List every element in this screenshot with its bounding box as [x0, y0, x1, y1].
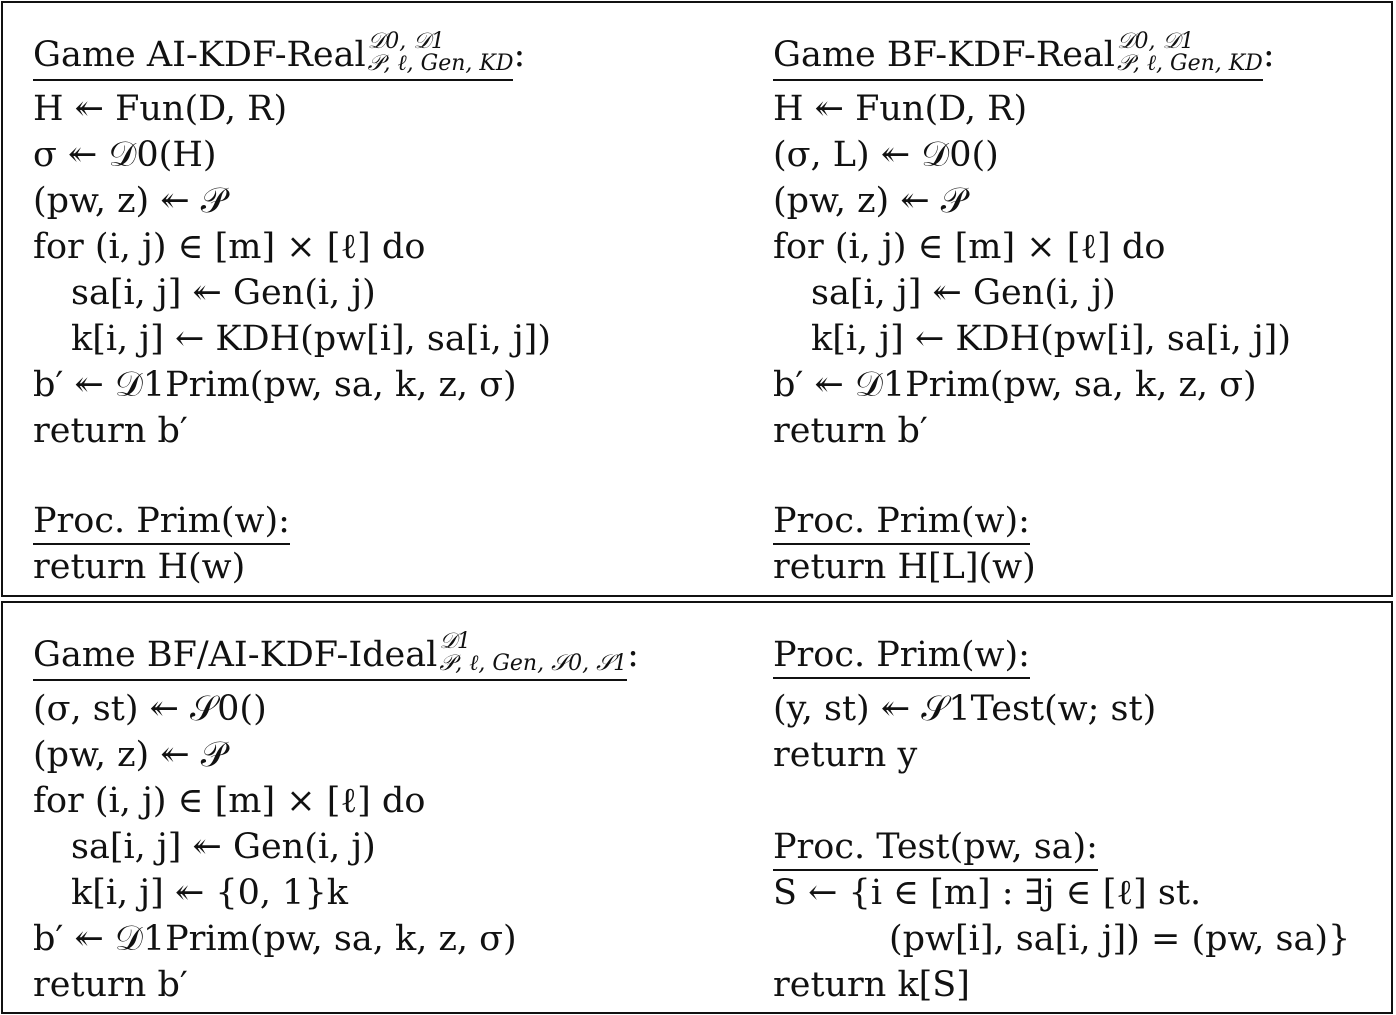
game-header: Game AI-KDF-Real 𝒟0, 𝒟1 𝒫, ℓ, Gen, KD :	[33, 33, 525, 77]
game-header: Game BF/AI-KDF-Ideal 𝒟1 𝒫, ℓ, Gen, 𝒮0, 𝒮1 :	[33, 633, 639, 677]
code-line: k[i, j] ← KDH(pw[i], sa[i, j])	[811, 319, 1291, 359]
code-line: return b′	[33, 965, 188, 1005]
code-line: b′ ↞ 𝒟1Prim(pw, sa, k, z, σ)	[33, 365, 517, 405]
proc-header: Proc. Prim(w):	[773, 633, 1030, 677]
code-line: sa[i, j] ↞ Gen(i, j)	[71, 273, 376, 313]
proc-header: Proc. Prim(w):	[33, 499, 290, 543]
code-line: for (i, j) ∈ [m] × [ℓ] do	[33, 227, 426, 267]
game-header: Game BF-KDF-Real 𝒟0, 𝒟1 𝒫, ℓ, Gen, KD :	[773, 33, 1275, 77]
code-line: for (i, j) ∈ [m] × [ℓ] do	[33, 781, 426, 821]
proc-header: Proc. Test(pw, sa):	[773, 825, 1098, 869]
code-line: H ↞ Fun(D, R)	[773, 89, 1028, 129]
code-line: k[i, j] ← KDH(pw[i], sa[i, j])	[71, 319, 551, 359]
code-line: return y	[773, 735, 918, 775]
code-line: (pw, z) ↞ 𝒫	[773, 181, 967, 221]
real-games-box	[1, 1, 1393, 597]
code-line: σ ↞ 𝒟0(H)	[33, 135, 217, 175]
code-line: return b′	[33, 411, 188, 451]
code-line: sa[i, j] ↞ Gen(i, j)	[71, 827, 376, 867]
code-line: for (i, j) ∈ [m] × [ℓ] do	[773, 227, 1166, 267]
code-line: (σ, st) ↞ 𝒮0()	[33, 689, 267, 729]
code-line: return H[L](w)	[773, 547, 1036, 587]
code-line: return H(w)	[33, 547, 246, 587]
code-line: k[i, j] ↞ {0, 1}k	[71, 873, 348, 913]
code-line: b′ ↞ 𝒟1Prim(pw, sa, k, z, σ)	[773, 365, 1257, 405]
code-line: b′ ↞ 𝒟1Prim(pw, sa, k, z, σ)	[33, 919, 517, 959]
code-line: (pw, z) ↞ 𝒫	[33, 735, 227, 775]
code-line: return k[S]	[773, 965, 970, 1005]
code-line: (pw[i], sa[i, j]) = (pw, sa)}	[889, 919, 1351, 959]
code-line: (σ, L) ↞ 𝒟0()	[773, 135, 999, 175]
code-line: sa[i, j] ↞ Gen(i, j)	[811, 273, 1116, 313]
proc-header: Proc. Prim(w):	[773, 499, 1030, 543]
ideal-game-box	[1, 601, 1393, 1014]
code-line: (y, st) ↞ 𝒮1Test(w; st)	[773, 689, 1157, 729]
code-line: S ← {i ∈ [m] : ∃j ∈ [ℓ] st.	[773, 873, 1202, 913]
code-line: return b′	[773, 411, 928, 451]
code-line: H ↞ Fun(D, R)	[33, 89, 288, 129]
code-line: (pw, z) ↞ 𝒫	[33, 181, 227, 221]
